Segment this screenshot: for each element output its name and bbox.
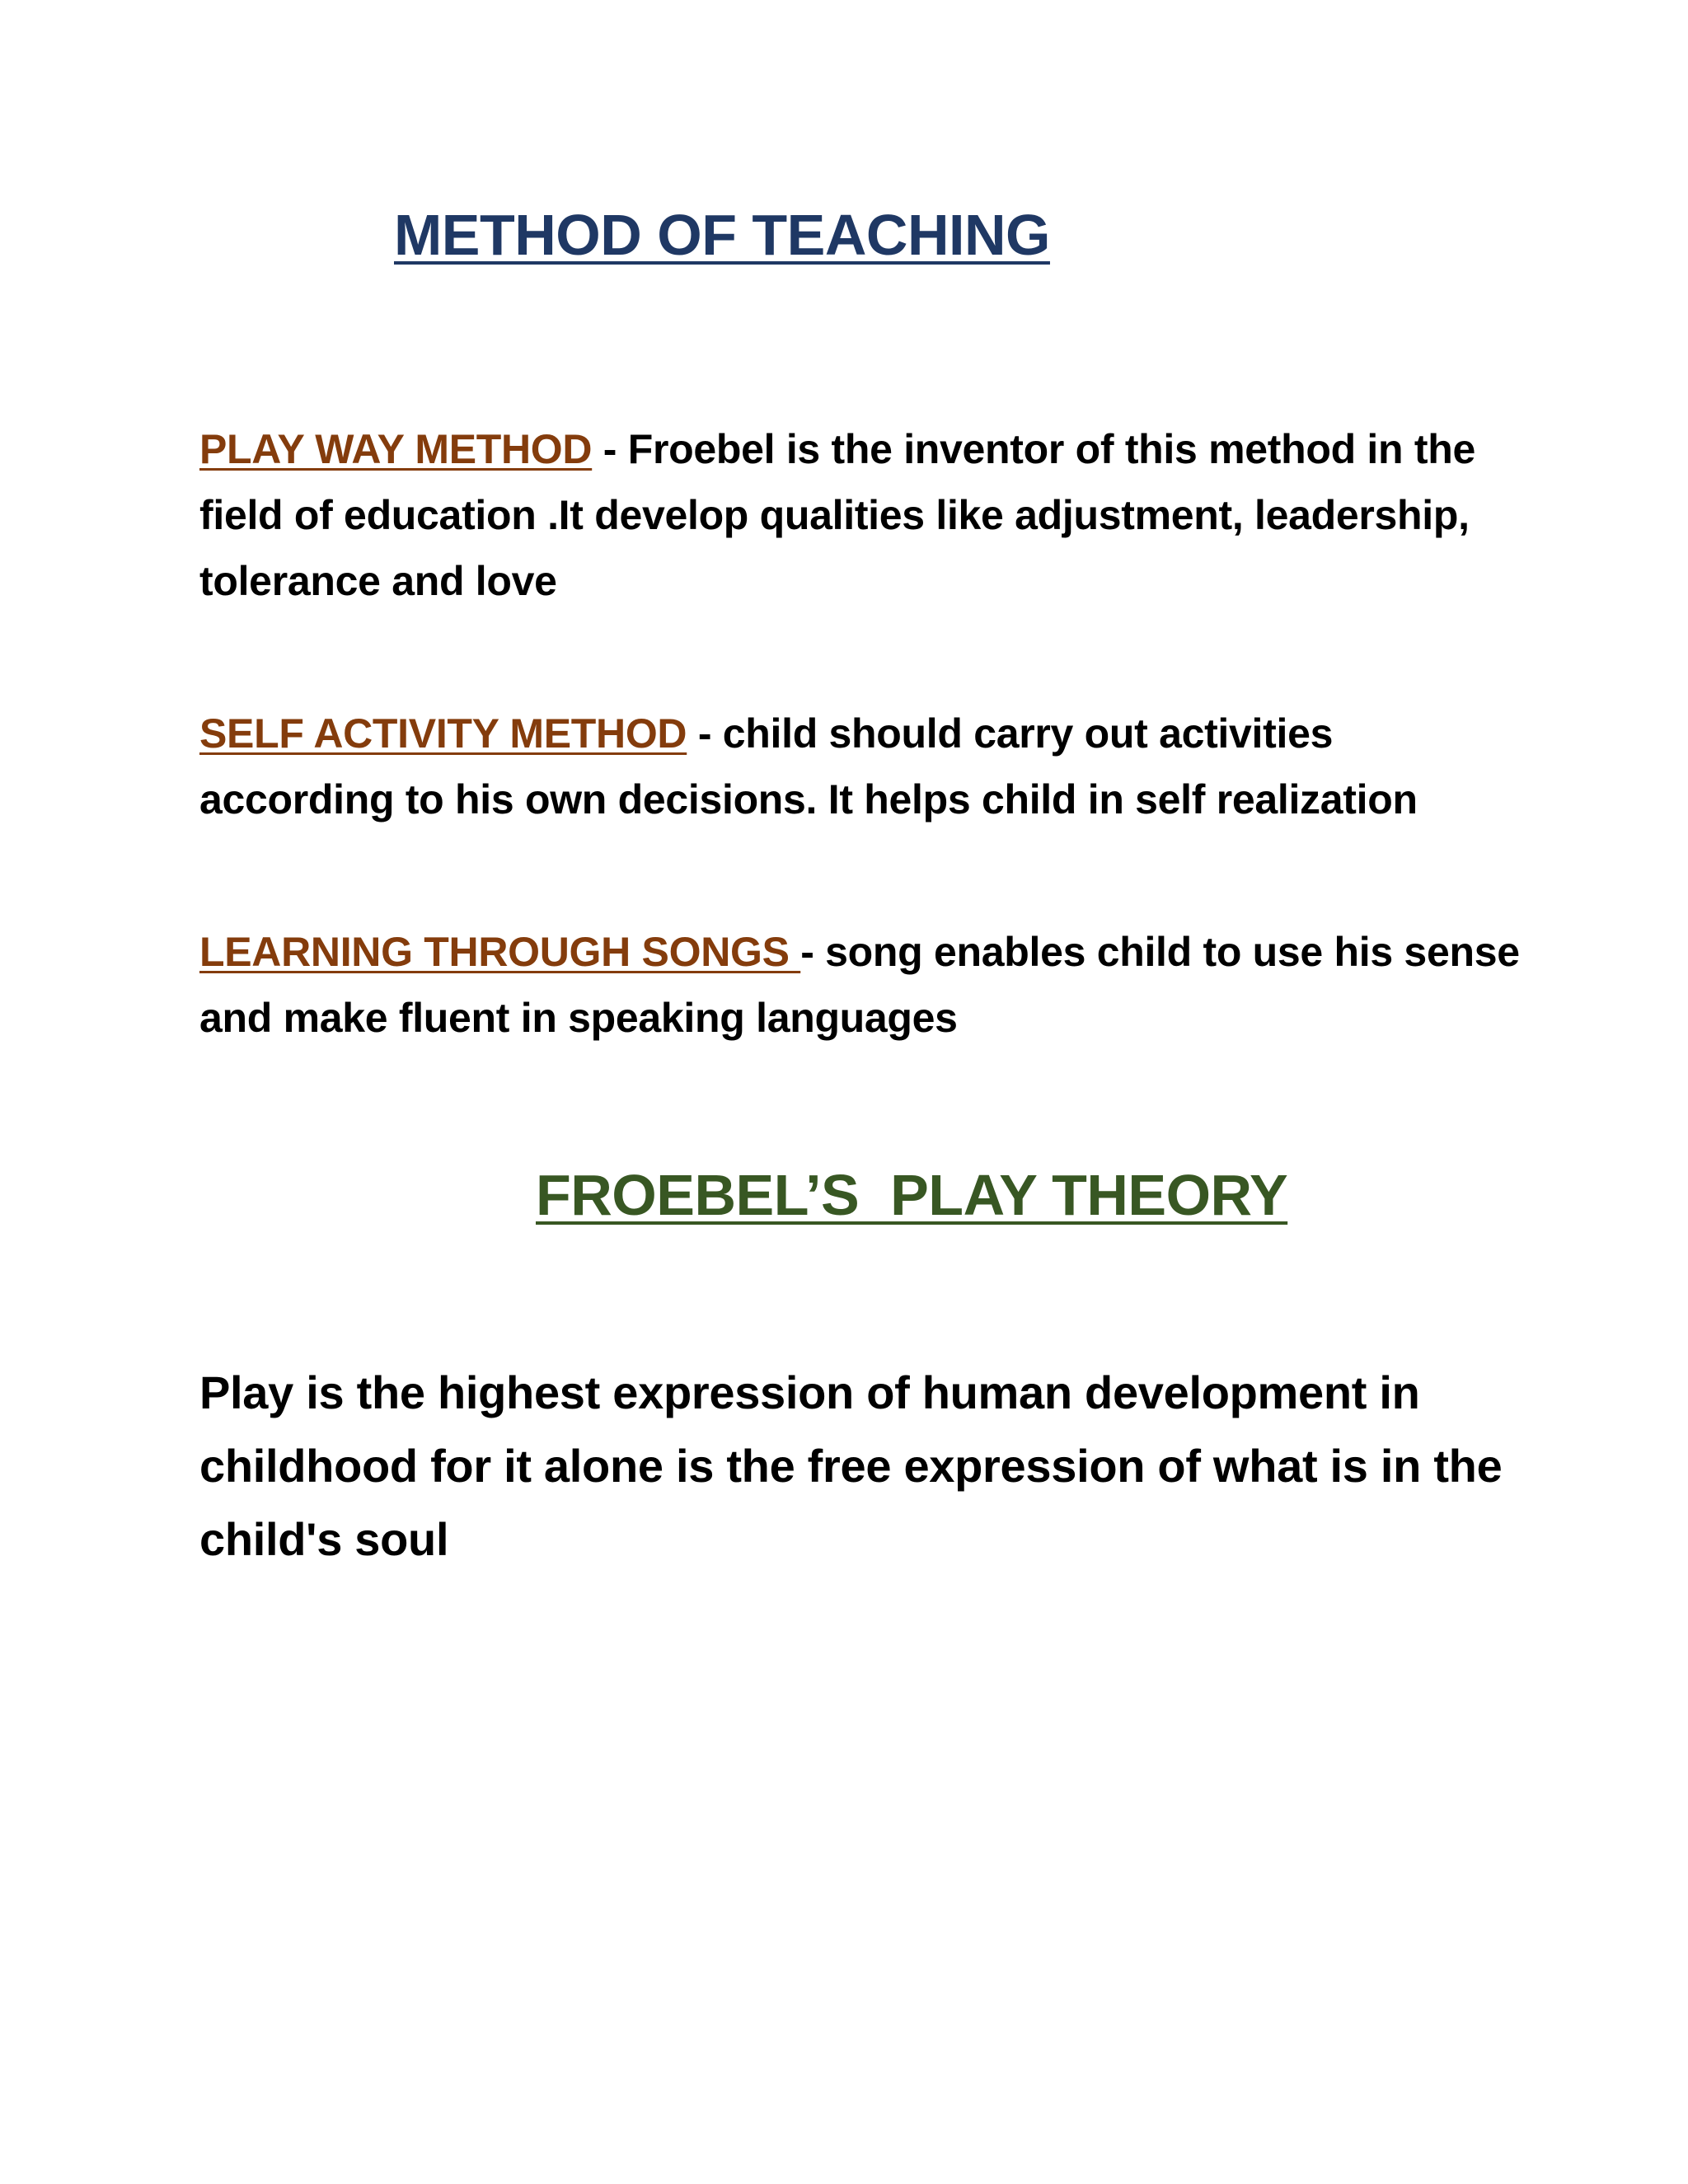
method-self-activity bbox=[199, 701, 1535, 832]
method-description: - song enables child to use his sense and make fluent in speaking languages bbox=[199, 929, 1520, 1041]
method-learning-songs bbox=[199, 919, 1535, 1051]
method-description: - Froebel is the inventor of this method in the field of education .It develop qualities like adjustment, leadership, tolerance and love bbox=[199, 426, 1475, 604]
method-term: PLAY WAY METHOD bbox=[199, 426, 593, 472]
method-term: SELF ACTIVITY METHOD bbox=[199, 710, 687, 757]
method-description: - child should carry out activities according to his own decisions. It helps child in self realization bbox=[199, 710, 1418, 823]
method-term: LEARNING THROUGH SONGS bbox=[199, 929, 801, 975]
theory-quote: Play is the highest expression of human development in childhood for it alone is the free expression of what is in the child's soul bbox=[199, 1366, 1503, 1565]
method-play-way bbox=[199, 416, 1535, 614]
theory-title: FROEBEL’S PLAY THEORY bbox=[536, 1163, 1288, 1227]
page-title: METHOD OF TEACHING bbox=[394, 203, 1050, 267]
